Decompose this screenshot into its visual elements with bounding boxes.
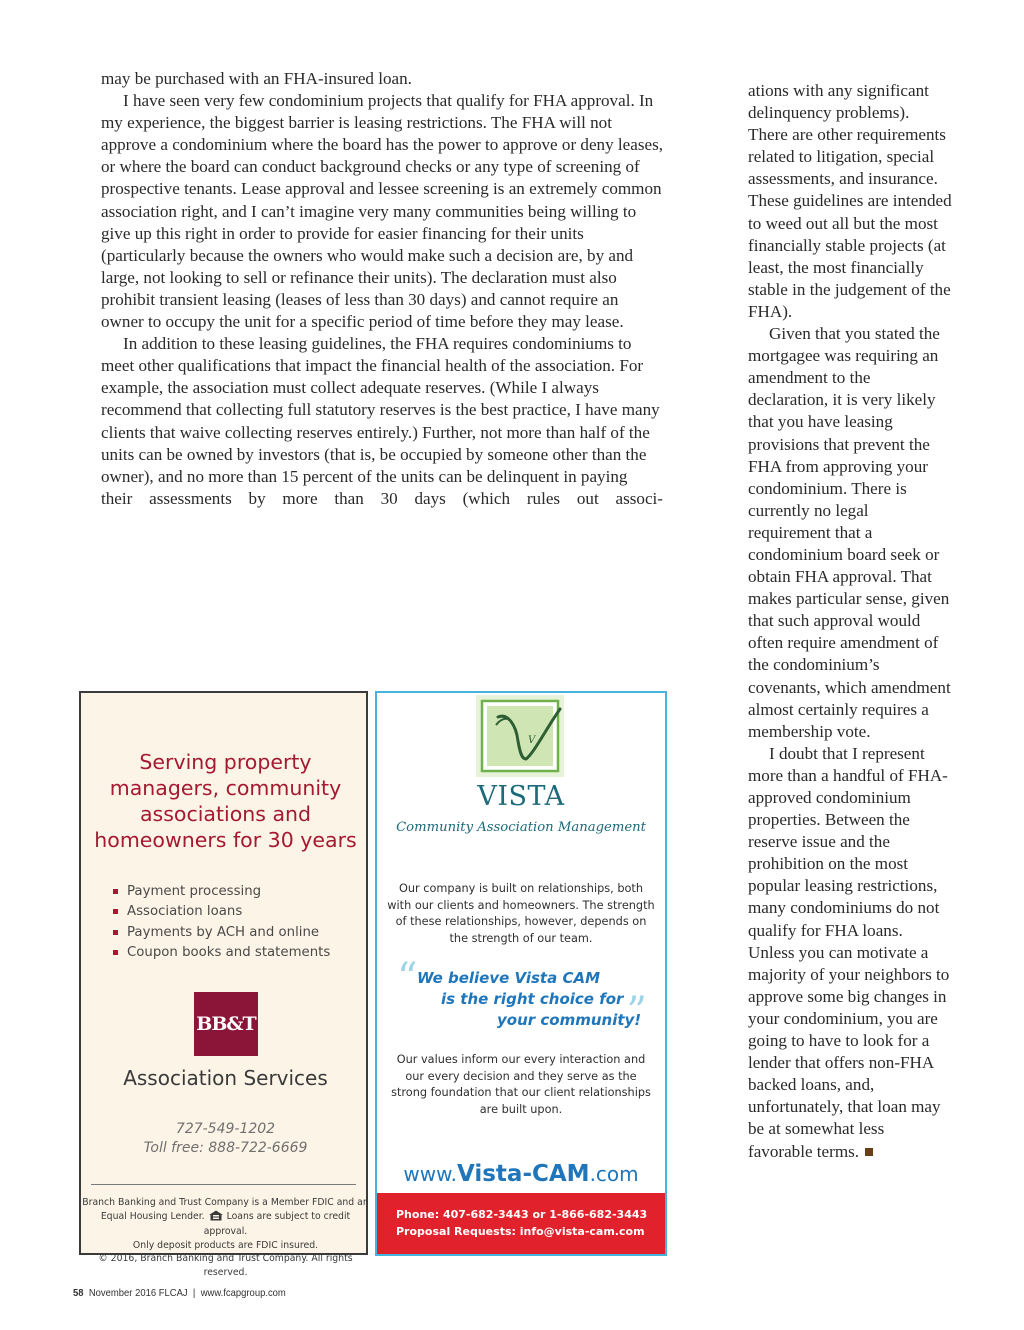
quote-line: is the right choice for (441, 990, 624, 1008)
bbt-headline (81, 749, 370, 853)
legal-text: Equal Housing Lender. (100, 1210, 205, 1222)
legal-text: Loans are subject to credit approval. (203, 1210, 351, 1238)
legal-line (81, 1210, 370, 1239)
list-item: Association loans (111, 902, 330, 922)
bbt-phone-number: 727-549-1202 (175, 1121, 276, 1137)
equal-housing-icon (208, 1210, 224, 1226)
bbt-services-list (111, 882, 330, 964)
vista-intro-text: Our company is built on relationships, both with our clients and homeowners. The strength of these relationships, however, depends on the strength of our team. (387, 882, 655, 945)
article-paragraph: In addition to these leasing guidelines, the FHA requires condominiums to meet other qualifications that impact the financial health of the association. For example, the association must collect adequate reserves. (While I always recommend that collecting full statutory reserves is the best practice, I have many clients that waive collecting reserves entirely.) Further, not more than half of the units can be owned by investors (that is, be occupied by someone other than the owner), and no more than 15 percent of the units can be delinquent in paying their assessments by more than 30 days (which rules out associ- (101, 334, 663, 508)
page-number: 58 (73, 1287, 84, 1299)
legal-line: Branch Banking and Trust Company is a Member FDIC and an (82, 1197, 369, 1208)
web-suffix: .com (589, 1162, 639, 1186)
legal-line: © 2016, Branch Banking and Trust Company. All rights reserved. (98, 1253, 353, 1278)
vista-brand-name: VISTA (477, 781, 565, 812)
svg-text:V: V (528, 735, 536, 746)
legal-line: Only deposit products are FDIC insured. (132, 1239, 319, 1251)
bbt-contact (81, 1120, 370, 1158)
issue-label: November 2016 FLCAJ (88, 1287, 188, 1299)
quote-line: We believe Vista CAM (417, 969, 600, 987)
footer-website-link[interactable]: www.fcapgroup.com (200, 1287, 286, 1299)
web-prefix: www. (403, 1162, 457, 1186)
article-main-column (101, 68, 663, 510)
article-paragraph: may be purchased with an FHA-insured loan. (101, 69, 412, 88)
article-paragraph-final (748, 743, 953, 1163)
bbt-headline-line: associations and (139, 802, 312, 826)
article-paragraph: ations with any significant delinquency problems). There are other requirements related to litigation, special assessments, and insurance. These guidelines are intended to weed out all but the most financially stable projects (at least, the most financially stable in the judgement of the FHA). (748, 81, 952, 321)
article-paragraph: I have seen very few condominium projects that qualify for FHA approval. In my experience, the biggest barrier is leasing restrictions. The FHA will not approve a condominium where the board has the power to approve or deny leases, or where the board can conduct background checks or any type of screening of prospective tenants. Lease approval and lessee screening is an extremely common association right, and I can’t imagine very many communities being willing to give up this right in order to provide for easier financing for their units (particularly because the owners who would make such a decision are, by and large, not looking to sell or refinance their units). The declaration must also prohibit transient leasing (leases of less than 30 days) and cannot require an owner to occupy the unit for a specific period of time before they may lease. (101, 91, 664, 332)
page-footer (73, 1287, 286, 1299)
bbt-headline-line: managers, community (109, 776, 342, 800)
bbt-advertisement (79, 691, 369, 1278)
article-paragraph: Given that you stated the mortgagee was requiring an amendment to the declaration, it is very likely that you have leasing provisions that prevent the FHA from approving your condominium. There is currently no legal requirement that a condominium board seek or obtain FHA approval. That makes particular sense, given that such approval would often require amendment of the condominium’s covenants, which amendment almost certainly requires a membership vote. (748, 324, 951, 741)
footer-separator: | (192, 1287, 196, 1299)
article-side-column (748, 80, 953, 1163)
end-of-article-icon (865, 1148, 873, 1156)
vista-contact-bar (377, 1193, 665, 1254)
bbt-logo: BB&T (194, 992, 258, 1056)
vista-logo-icon (476, 695, 564, 777)
quote-line: your community! (497, 1011, 642, 1029)
vista-phone-line: Phone: 407-682-3443 or 1-866-682-3443 (396, 1208, 648, 1221)
bbt-division-name: Association Services (123, 1066, 328, 1090)
bbt-headline-line: homeowners for 30 years (94, 828, 357, 852)
close-quote-icon: ” (626, 989, 647, 1035)
vista-proposal-line: Proposal Requests: info@vista-cam.com (396, 1225, 645, 1239)
bbt-toll-free: Toll free: 888-722-6669 (143, 1140, 308, 1156)
list-item: Payments by ACH and online (111, 923, 330, 943)
vista-advertisement (375, 691, 667, 1256)
list-item: Coupon books and statements (111, 943, 330, 963)
web-name: Vista-CAM (456, 1161, 590, 1187)
open-quote-icon: “ (397, 955, 418, 1001)
vista-tagline: Community Association Management (396, 820, 646, 835)
vista-contact-text (396, 1206, 647, 1241)
divider (91, 1184, 356, 1185)
bbt-legal-disclaimer (81, 1196, 370, 1280)
vista-website-link[interactable] (377, 1161, 665, 1187)
article-paragraph-text: I doubt that I represent more than a handful of FHA-approved condominium properties. Between the reserve issue and the prohibition on the most popular leasing restrictions, many condominiums do not qualify for FHA loans. Unless you can motivate a majority of your neighbors to approve some big changes in your condominium, you are going to have to look for a lender that offers non-FHA backed loans, and, unfortunately, that loan may be at somewhat less favorable terms. (748, 743, 950, 1161)
vista-quote (397, 955, 647, 1043)
vista-values-text: Our values inform our every interaction and our every decision and they serve as the strong foundation that our client relationships are built upon. (391, 1053, 651, 1116)
list-item: Payment processing (111, 882, 330, 902)
bbt-headline-line: Serving property (139, 750, 312, 774)
